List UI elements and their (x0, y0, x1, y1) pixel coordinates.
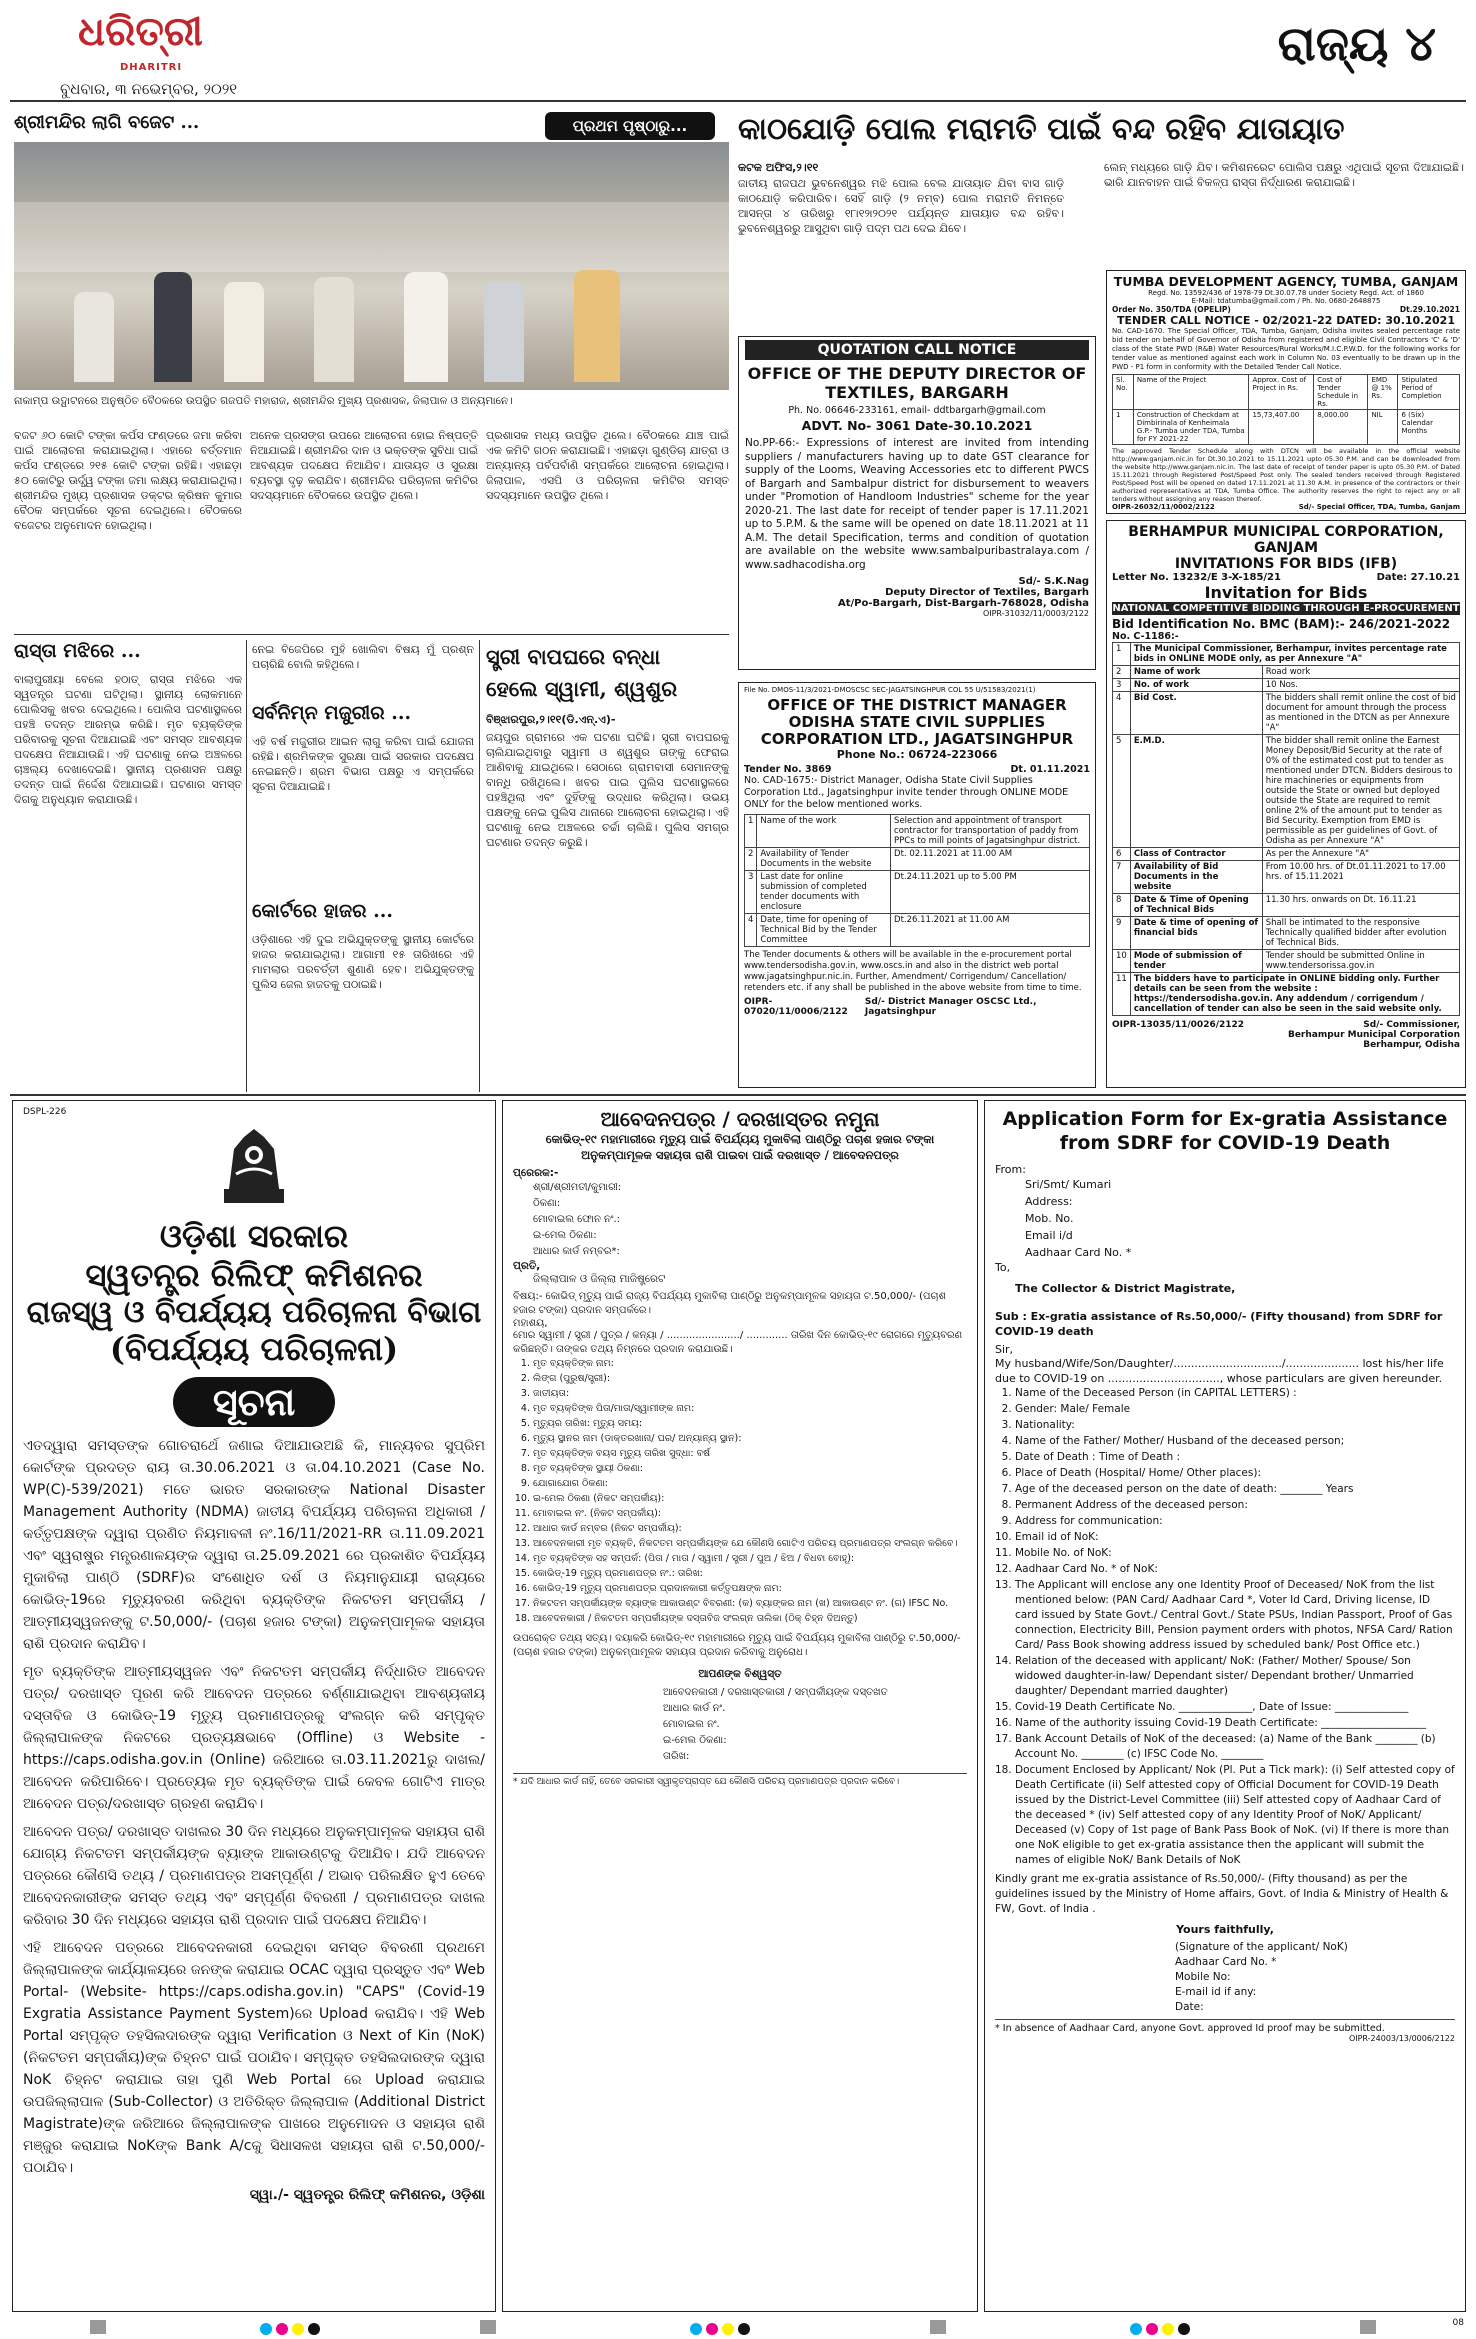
cmyk-dots (690, 2320, 754, 2339)
photo-figure (74, 292, 114, 382)
eng-form-yours: Yours faithfully, (1176, 1923, 1274, 1936)
odisha-emblem-icon (214, 1119, 294, 1209)
table-cell: 3 (745, 871, 757, 914)
table-cell: 2 (1113, 666, 1131, 679)
table-cell: 1 (745, 815, 757, 848)
bridge-column-1: ଜାତୀୟ ରାଜପଥ ଭୁବନେଶ୍ୱର ମଝି ପୋଲ ବେଲ ଯାତାୟାତ ଯିବା ବାସ ଗାଡ଼ି କାଠଯୋଡ଼ି କରିପାରିବ। ସେହିଁ ଗାଡ଼ି (୨ ନମ୍ବ) ପୋଲ ମରାମତି ନିମନ୍ତେ ଆସନ୍ତା ୪ ତାରିଖରୁ ୧୮ା୧୨ା୨୦୨୧ ପର୍ଯ୍ୟନ୍ତ ଯାତାୟାତ ବନ୍ଦ ରହିବ। ଭୁବନେଶ୍ୱରରୁ ଆସୁଥିବା ଗାଡ଼ି ପଦ୍ମ ପଥ ଦେଇ ଯିବେ। (738, 177, 1064, 235)
section-title: ରାଜ୍ୟ ୪ (1277, 16, 1436, 72)
photo-figure (484, 282, 524, 382)
table-cell: Dt.26.11.2021 at 11.00 AM (891, 914, 1090, 947)
odia-form-item[interactable]: 17. ନିକଟତମ ସମ୍ପର୍କୀୟଙ୍କ ବ୍ୟାଙ୍କ ଆକାଉଣ୍ଟ ବିବରଣୀ: (କ) ବ୍ୟାଙ୍କର ନାମ (ଖ) ଆକାଉଣ୍ଟ ନଂ. (ଗ) IFSC No. (533, 1597, 967, 1611)
eng-form-item[interactable]: 1. Name of the Deceased Person (in CAPITAL LETTERS) : (1015, 1386, 1455, 1401)
eng-form-item[interactable]: 4. Name of the Father/ Mother/ Husband of the deceased person; (1015, 1434, 1455, 1449)
magenta-dot (1146, 2323, 1158, 2335)
bmc-ifb: Invitation for Bids (1204, 583, 1368, 602)
table-cell: 4 (1113, 692, 1131, 735)
odia-form-field[interactable]: ଆଧାର କାର୍ଡ ନମ୍ବର*: (533, 1246, 620, 1257)
tumba-notice (1106, 270, 1466, 514)
story1-column-2: ଅନେକ ପ୍ରସଙ୍ଗ ଉପରେ ଆଲୋଚନା ହୋଇ ନିଷ୍ପତ୍ତି ନିଆଯାଇଛି। ଶ୍ରୀମନ୍ଦିର ଦାନ ଓ ଭକ୍ତଙ୍କ ସୁବିଧା ପାଇଁ ଆବଶ୍ୟକ ପଦକ୍ଷେପ ନିଆଯିବ। ଯାତାୟତ ଓ ସୁରକ୍ଷା ବ୍ୟବସ୍ଥା ଦୃଢ଼ କରାଯିବ। ଶ୍ରୀମନ୍ଦିର ପରିଚାଳନା କମିଟିର ସଦସ୍ୟମାନେ ବୈଠକରେ ଉପସ୍ଥିତ ଥିଲେ। (250, 429, 478, 502)
table-cell: The bidders have to participate in ONLINE bidding only. Further details can be seen from the website : https://tendersodisha.gov.in. Any addendum / corrigendum / cancellation of tender can also be seen in the said website only. (1130, 973, 1459, 1016)
oscsc-footer: The Tender documents & others will be available in the e-procurement portal www.tendersodisha.gov.in, www.oscs.in and also in the district web portal www.jagatsinghpur.nic.in. Further, Amendment/ Corrigendum/ Cancellation/ retenders etc. if any shall be published in the above website from time to time. (744, 950, 1082, 993)
odia-form-sign-field[interactable]: ଆବେଦନକାରୀ / ଦରଖାସ୍ତକାରୀ / ସମ୍ପର୍କୀୟଙ୍କ ଦସ୍ତଖତ (663, 1687, 888, 1698)
odia-form-item[interactable]: 4. ମୃତ ବ୍ୟକ୍ତିଙ୍କ ପିତା/ମାତା/ସ୍ୱାମୀଙ୍କ ନାମ: (533, 1402, 967, 1416)
bmc-ref: OIPR-13035/11/0026/2122 (1112, 1020, 1245, 1030)
photo-figure (154, 272, 192, 382)
section-rule (10, 1094, 1466, 1096)
story-wife-headline-1: ସ୍ତ୍ରୀ ବାପଘରେ ବନ୍ଧା (486, 644, 661, 669)
table-row (1113, 410, 1460, 445)
table-row (1113, 666, 1460, 679)
eng-form-item[interactable]: 11. Mobile No. of NoK: (1015, 1546, 1455, 1561)
cmyk-dots (260, 2320, 324, 2339)
bridge-column-2: ଲେନ୍ ମଧ୍ୟରେ ଗାଡ଼ି ଯିବ। କମିଶନରେଟ ପୋଲିସ ପକ୍ଷରୁ ଏଥିପାଇଁ ସୂଚନା ଦିଆଯାଇଛି। ଭାରି ଯାନବାହନ ପାଇଁ ବିକଳ୍ପ ରାସ୍ତା ନିର୍ଦ୍ଧାରଣ କରାଯାଇଛି। (1104, 161, 1464, 189)
table-cell: Bid Cost. (1130, 692, 1262, 735)
govt-code: DSPL-226 (23, 1107, 67, 1117)
eng-form-field[interactable]: Address: (1025, 1195, 1073, 1208)
odia-form-item[interactable]: 1. ମୃତ ବ୍ୟକ୍ତିଙ୍କ ନାମ: (533, 1357, 967, 1371)
table-cell: Date & Time of Opening of Technical Bids (1130, 894, 1262, 917)
table-cell: 6 (1113, 848, 1131, 861)
story-wages-text: ଏହି ବର୍ଷ ମଜୁରୀର ଆଇନ ଲାଗୁ କରିବା ପାଇଁ ଯୋଜନା ରହିଛି। ଶ୍ରମିକଙ୍କ ସୁରକ୍ଷା ପାଇଁ ସରକାର ପଦକ୍ଷେପ ନେଇଛନ୍ତି। ଶ୍ରମ ବିଭାଗ ପକ୍ଷରୁ ଏ ସମ୍ପର୍କରେ ସୂଚନା ଦିଆଯାଇଛି। (252, 735, 474, 793)
eng-form-item[interactable]: 18. Document Enclosed by Applicant/ Nok (Pl. Put a Tick mark): (i) Self attested copy of Death Certificate (ii) Self attested copy of Official Document for COVID-19 Death issued by the District-Level Committee (iii) Self attested copy of Aadhaar Card of the deceased * (iv) Self attested copy of any Identity Proof of NoK/ Applicant/ Deceased (v) Copy of 1st page of Bank Pass Book of NoK. (vi) If there is more than one NoK eligible to get ex-gratia assistance then the applicant will submit the names of eligible NoK/ Bank Details of NoK (1015, 1763, 1455, 1868)
table-row (1113, 973, 1460, 1016)
eng-form-item[interactable]: 10. Email id of NoK: (1015, 1530, 1455, 1545)
tumba-order: Order No. 350/TDA (OPELIP) (1112, 305, 1231, 314)
table-cell: Last date for online submission of completed tender documents with enclosure (757, 871, 891, 914)
table-cell: 5 (1113, 735, 1131, 848)
odia-form-sign-field[interactable]: ତାରିଖ: (663, 1751, 690, 1762)
bmc-date: Date: 27.10.21 (1376, 572, 1460, 583)
story-divider (14, 634, 729, 635)
table-row (1113, 861, 1460, 894)
tumba-title: TUMBA DEVELOPMENT AGENCY, TUMBA, GANJAM (1113, 274, 1459, 289)
table-cell: 11.30 hrs. onwards on Dt. 16.11.21 (1262, 894, 1459, 917)
table-row (1113, 679, 1460, 692)
bmc-ncb: NATIONAL COMPETITIVE BIDDING THROUGH E-PROCUREMENT (1112, 603, 1460, 614)
eng-form-item[interactable]: 16. Name of the authority issuing Covid-19 Death Certificate: ____________________ (1015, 1716, 1455, 1731)
eng-form-field[interactable]: Aadhaar Card No. * (1025, 1246, 1132, 1259)
eng-form-to: To, (995, 1261, 1011, 1274)
eng-form-salutation: Sir, (995, 1343, 1014, 1356)
oscsc-date: Dt. 01.11.2021 (1010, 764, 1090, 775)
english-application-form (984, 1100, 1466, 2312)
table-row (1113, 848, 1460, 861)
cyan-dot (260, 2323, 272, 2335)
odia-form-item[interactable]: 14. ମୃତ ବ୍ୟକ୍ତିଙ୍କ ସହ ସମ୍ପର୍କ: (ପିତା / ମାତା / ସ୍ୱାମୀ / ସ୍ତ୍ରୀ / ପୁଅ / ଝିଅ / ବିଧବା ବୋହୂ): (533, 1552, 967, 1566)
textiles-notice (738, 336, 1096, 670)
photo-figure (574, 270, 620, 382)
odia-form-collector: ଜିଲ୍ଲାପାଳ ଓ ଜିଲ୍ଲା ମାଜିଷ୍ଟ୍ରେଟ (533, 1273, 666, 1285)
table-cell: Road work (1262, 666, 1459, 679)
eng-form-sign-field[interactable]: Mobile No: (1175, 1971, 1231, 1983)
masthead-rule (10, 100, 1466, 102)
table-cell: 11 (1113, 973, 1131, 1016)
table-cell: Availability of Tender Documents in the website (757, 848, 891, 871)
table-cell: Dt. 02.11.2021 at 11.00 AM (891, 848, 1090, 871)
table-header: EMD @ 1% Rs. (1368, 375, 1398, 410)
odia-form-field[interactable]: ଠିକଣା: (533, 1198, 561, 1209)
masthead (0, 0, 1476, 100)
logo-subtitle: DHARITRI (120, 62, 183, 73)
cmyk-dots (1130, 2320, 1194, 2339)
table-row (745, 815, 1090, 848)
govt-line-2: ସ୍ୱତନ୍ତ୍ର ରିଲିଫ୍ କମିଶନର (85, 1256, 423, 1294)
textiles-body: No.PP-66:- Expressions of interest are invited from intending suppliers / manufacturers having up to date GST clearance for supply of the Looms, Weaving Accessories etc to different PWCS of Bargarh and Sambalpur district for disbursement to weavers under "Promotion of Handloom Industries" scheme for the year 2020-21. The last date for receipt of tender paper is 17.11.2021 up to 5.P.M. & the same will be opened on date 18.11.2021 at 11 A.M. The detail Specification, terms and condition of quotation are available on the website www.sambalpuribastralaya.com / www.sadhacodisha.org (745, 437, 1089, 571)
black-dot (738, 2323, 750, 2335)
odia-form-intro: ମୋର ସ୍ୱାମୀ / ସ୍ତ୍ରୀ / ପୁତ୍ର / କନ୍ୟା / ......................./ ............. ତାରିଖ ଦିନ କୋଭିଡ୍-୧୯ ରୋଗରେ ମୃତ୍ୟୁବରଣ କରିଛନ୍ତି। ତାଙ୍କର ତଥ୍ୟ ନିମ୍ନରେ ପ୍ରଦାନ କରାଯାଉଛି। (513, 1330, 963, 1355)
odia-form-from: ପ୍ରେରକ:- (513, 1167, 559, 1179)
story-kicker-srimandir: ଶ୍ରୀମନ୍ଦିର ଲାଗି ବଜେଟ ... (14, 112, 200, 133)
table-cell: NIL (1368, 410, 1398, 445)
table-header: Stipulated Period of Completion (1398, 375, 1460, 410)
textiles-advt: ADVT. No- 3061 Date-30.10.2021 (801, 418, 1033, 433)
eng-form-item[interactable]: 2. Gender: Male/ Female (1015, 1402, 1455, 1417)
story-road-text: ବାଲାପୁରୀୟା ବେଲେ ହଠାତ୍ ରାସ୍ତା ମଝିରେ ଏକ ସ୍ୱତନ୍ତ୍ର ଘଟଣା ଘଟିଥିଲା। ସ୍ଥାନୀୟ ଲୋକମାନେ ପୋଲିସକୁ ଖବର ଦେଇଥିଲେ। ପୋଲିସ ଘଟଣାସ୍ଥଳରେ ପହଞ୍ଚି ତଦନ୍ତ ଆରମ୍ଭ କରିଛି। ମୃତ ବ୍ୟକ୍ତିଙ୍କ ପରିବାରକୁ ସୂଚନା ଦିଆଯାଇଛି ଏବଂ ସମସ୍ତ ଆବଶ୍ୟକ ପଦକ୍ଷେପ ନିଆଯାଉଛି। ଏହି ଘଟଣାକୁ ନେଇ ଅଞ୍ଚଳରେ ଚାଞ୍ଚଲ୍ୟ ଦେଖାଦେଇଛି। ସ୍ଥାନୀୟ ପ୍ରଶାସନ ପକ୍ଷରୁ ତଦନ୍ତ ପାଇଁ ନିର୍ଦ୍ଦେଶ ଦିଆଯାଇଛି। ଘଟଣାର ସମସ୍ତ ଦିଗକୁ ଅନୁଧ୍ୟାନ କରାଯାଉଛି। (14, 673, 242, 806)
odia-form-item[interactable]: 3. ଜାତୀୟତା: (533, 1387, 967, 1401)
table-cell: 8 (1113, 894, 1131, 917)
table-cell: Construction of Checkdam at Dimbirinala of Kenheimala G.P.- Tumba under TDA, Tumba for FY 2021-22 (1133, 410, 1249, 445)
story-wife-dateline: ବିଞ୍ଝାରପୁର,୨।୧୧(ଡି.ଏନ୍.ଏ)- (486, 713, 616, 726)
odia-form-yours: ଆପଣଙ୍କ ବିଶ୍ୱସ୍ତ (698, 1668, 782, 1680)
eng-form-item[interactable]: 12. Aadhaar Card No. * of NoK: (1015, 1562, 1455, 1577)
story-kicker-wages: ସର୍ବନିମ୍ନ ମଜୁରୀର ... (252, 702, 412, 724)
table-cell: 2 (745, 848, 757, 871)
odia-form-item[interactable]: 11. ମୋବାଇଲ ନଂ. (ନିକଟ ସମ୍ପର୍କୀୟ): (533, 1507, 967, 1521)
odia-form-item[interactable]: 7. ମୃତ ବ୍ୟକ୍ତିଙ୍କ ବୟସ ମୃତ୍ୟୁ ତାରିଖ ସୁଦ୍ଧା: ବର୍ଷ (533, 1447, 967, 1461)
govt-line-3: ରାଜସ୍ୱ ଓ ବିପର୍ଯ୍ୟୟ ପରିଚାଳନା ବିଭାଗ (26, 1295, 482, 1330)
oscsc-file: File No. DMOS-11/3/2021-DMOSCSC SEC-JAGATSINGHPUR COL 55 U/51583/2021(1) (744, 686, 1036, 694)
dharitri-logo[interactable]: ଧରିତ୍ରୀ (78, 8, 203, 55)
photo-screen-band (14, 202, 729, 272)
tumba-sign: Sd/- Special Officer, TDA, Tumba, Ganjam (1298, 503, 1460, 511)
table-cell: Mode of submission of tender (1130, 950, 1262, 973)
eng-form-collector: The Collector & District Magistrate, (1015, 1282, 1236, 1295)
bmc-sign-3: Berhampur, Odisha (1363, 1040, 1460, 1050)
grey-swatch (480, 2320, 496, 2334)
textiles-sign-2: Deputy Director of Textiles, Bargarh (885, 587, 1089, 598)
odia-form-item[interactable]: 6. ମୃତ୍ୟୁ ସ୍ଥାନର ନାମ (ଡାକ୍ତରଖାନା/ ଘର/ ଅନ୍ୟାନ୍ୟ ସ୍ଥାନ): (533, 1432, 967, 1446)
story-court-text: ଓଡ଼ିଶାରେ ଏହି ଦୁଇ ଅଭିଯୁକ୍ତଙ୍କୁ ସ୍ଥାନୀୟ କୋର୍ଟରେ ହାଜର କରାଯାଇଥିଲା। ଆଗାମୀ ୧୫ ତାରିଖରେ ଏହି ମାମଲାର ପରବର୍ତ୍ତୀ ଶୁଣାଣି ହେବ। ଅଭିଯୁକ୍ତଙ୍କୁ ପୁଲିସ ଜେଲ ହାଜତକୁ ପଠାଇଛି। (252, 933, 474, 991)
table-row (1113, 894, 1460, 917)
odia-form-item[interactable]: 15. କୋଭିଡ୍-19 ମୃତ୍ୟୁ ପ୍ରମାଣପତ୍ର ନଂ.: ତାରିଖ: (533, 1567, 967, 1581)
table-row (1113, 375, 1460, 410)
tumba-table (1112, 374, 1460, 445)
table-header: Sl. No. (1113, 375, 1134, 410)
odia-form-item[interactable]: 2. ଲିଙ୍ଗ (ପୁରୁଷ/ସ୍ତ୍ରୀ): (533, 1372, 967, 1386)
govt-sign: ସ୍ୱା./- ସ୍ୱତନ୍ତ୍ର ରିଲିଫ୍ କମିଶନର, ଓଡ଼ିଶା (249, 2187, 485, 2203)
table-cell: No. of work (1130, 679, 1262, 692)
odia-form-field[interactable]: ଶ୍ରୀ/ଶ୍ରୀମତୀ/କୁମାରୀ: (533, 1182, 622, 1193)
story-wife-text: ଜୟପୁର ଗ୍ରାମରେ ଏକ ଘଟଣା ଘଟିଛି। ସ୍ତ୍ରୀ ବାପଘରକୁ ଚାଲିଯାଇଥିବାରୁ ସ୍ୱାମୀ ଓ ଶ୍ୱଶୁର ତାଙ୍କୁ ଫେରାଇ ଆଣିବାକୁ ଯାଇଥିଲେ। ସେଠାରେ ଗ୍ରାମବାସୀ ସେମାନଙ୍କୁ ବାନ୍ଧି ରଖିଥିଲେ। ଖବର ପାଇ ପୁଲିସ ଘଟଣାସ୍ଥଳରେ ପହଞ୍ଚିଥିଲା ଏବଂ ଦୁହିଁଙ୍କୁ ଉଦ୍ଧାର କରିଥିଲା। ଉଭୟ ପକ୍ଷଙ୍କୁ ନେଇ ପୁଲିସ ଥାନାରେ ଆଲୋଚନା ହୋଇଥିଲା। ଏହି ଘଟଣାକୁ ନେଇ ଅଞ୍ଚଳରେ ଚର୍ଚ୍ଚା ଚାଲିଛି। ପୁଲିସ ସମଗ୍ର ଘଟଣାର ତଦନ୍ତ କରୁଛି। (486, 731, 729, 849)
table-row (1113, 643, 1460, 666)
bmc-sign-1: Sd/- Commissioner, (1363, 1020, 1460, 1030)
magenta-dot (706, 2323, 718, 2335)
yellow-dot (1162, 2323, 1174, 2335)
grey-swatch (930, 2320, 946, 2334)
page-number: 08 (1452, 2318, 1464, 2328)
eng-form-item[interactable]: 15. Covid-19 Death Certificate No. ______________, Date of Issue: ______________ (1015, 1700, 1455, 1715)
oscsc-title: OFFICE OF THE DISTRICT MANAGER ODISHA STATE CIVIL SUPPLIES CORPORATION LTD., JAGATSINGHPUR (760, 696, 1074, 748)
odia-form-item[interactable]: 8. ମୃତ ବ୍ୟକ୍ତିଙ୍କ ସ୍ଥାୟୀ ଠିକଣା: (533, 1462, 967, 1476)
tumba-footer: The approved Tender Schedule along with DTCN will be available in the official website http://www.ganjam.nic.in for Dt.30.10.2021 to 15.11.2021 upto 05.30 P.M. and can be downloaded from the website http://www.ganjam.nic.in. The last date of receipt of tender paper is upto 05.30 P.M. of Dated 15.11.2021 through Registered Post/Speed Post only. The sealed tenders received through Registered Post/Speed Post will be opened on dated 17.11.2021 at 11.30 A.M. in presence of the contractors or their authorized representatives at TDA, Tumba Office. The authority reserves the right to reject any or all tenders without assigning any reason thereof. (1112, 447, 1460, 503)
eng-form-closing: Kindly grant me ex-gratia assistance of Rs.50,000/- (Fifty thousand) as per the guidelines issued by the Ministry of Home affairs, Govt. of India & Ministry of Health & FW, Govt. of India . (995, 1873, 1449, 1915)
column-rule (246, 640, 247, 1092)
story-approval-intro: ନେଇ ବିଜେପିରେ ମୁହଁ ଖୋଲିବା ବିଷୟ ମୁଁ ପ୍ରଶ୍ନ ପଚାରିଛି ବୋଲି କହିଥିଲେ। (252, 643, 474, 671)
oscsc-ref: OIPR-07020/11/0006/2122 (744, 997, 848, 1017)
black-dot (308, 2323, 320, 2335)
odia-form-sign-field[interactable]: ଇ-ମେଲ ଠିକଣା: (663, 1735, 727, 1746)
tumba-ref: OIPR-26032/11/0002/2122 (1112, 503, 1215, 511)
eng-form-item[interactable]: 7. Age of the deceased person on the date of death: ________ Years (1015, 1482, 1455, 1497)
govt-para-4: ଏହି ଆବେଦନ ପତ୍ରରେ ଆବେଦନକାରୀ ଦେଇଥିବା ସମସ୍ତ ବିବରଣୀ ପ୍ରଥମେ ଜିଲ୍ଲାପାଳଙ୍କ କାର୍ଯ୍ୟାଳୟରେ ଜନଙ୍କ କରାଯାଇ OCAC ଦ୍ୱାରା ପ୍ରସ୍ତୁତ ଏବଂ Web Portal- (Website- https://caps.odisha.gov.in) "CAPS" (Covid-19 Exgratia Assistance Payment System)ରେ Upload କରାଯିବ। ଏହି Web Portal ସମ୍ପୃକ୍ତ ତହସିଲଦାରଙ୍କ ଦ୍ୱାରା Verification ଓ Next of Kin (NoK) (ନିକଟତମ ସମ୍ପର୍କୀୟ)ଙ୍କ ଚିହ୍ନଟ ପାଇଁ ପଠାଯିବ। ସମ୍ପୃକ୍ତ ତହସିଲଦାରଙ୍କ ଦ୍ୱାରା NoK ଚିହ୍ନଟ କରାଯାଇ ତାହା ପୁଣି Web Portal ରେ Upload କରାଯାଇ ଉପଜିଲ୍ଲାପାଳ (Sub-Collector) ଓ ଅତିରିକ୍ତ ଜିଲ୍ଲାପାଳ (Additional District Magistrate)ଙ୍କ ଜରିଆରେ ଜିଲ୍ଲାପାଳଙ୍କ ପାଖରେ ଅନୁମୋଦନ ଓ ସହାୟତା ରାଶି ମଞ୍ଜୁର କରାଯାଇ NoKଙ୍କ Bank A/cକୁ ସିଧାସଳଖ ସହାୟତା ରାଶି ଟ.50,000/- ପଠାଯିବ। (23, 1940, 485, 2176)
photo-caption: ନାକାମ୍ପ ଉଦ୍ଘାଟନରେ ଅନୁଷ୍ଠିତ ବୈଠକରେ ଉପସ୍ଥିତ ଗଜପତି ମହାରାଜ, ଶ୍ରୀମନ୍ଦିର ମୁଖ୍ୟ ପ୍ରଶାସକ, ଜିଲାପାଳ ଓ ଅନ୍ୟମାନେ। (14, 395, 513, 407)
eng-form-item[interactable]: 9. Address for communication: (1015, 1514, 1455, 1529)
black-dot (1178, 2323, 1190, 2335)
tumba-order-date: Dt.29.10.2021 (1399, 305, 1460, 314)
oscsc-body: No. CAD-1675:- District Manager, Odisha State Civil Supplies Corporation Ltd., Jagatsinghpur invite tender through ONLINE MODE ONLY for the below mentioned works. (744, 775, 1069, 810)
eng-form-ref: OIPR-24003/13/0006/2122 (1348, 2034, 1455, 2043)
table-header: Name of the Project (1133, 375, 1249, 410)
table-cell: Dt.24.11.2021 up to 5.00 PM (891, 871, 1090, 914)
odia-form-sign-field[interactable]: ମୋବାଇଲ ନଂ. (663, 1719, 720, 1730)
oscsc-phone: Phone No.: 06724-223066 (836, 748, 998, 761)
table-header: Approx. Cost of Project in Rs. (1249, 375, 1314, 410)
meeting-photo (14, 142, 729, 390)
govt-line-1: ଓଡ଼ିଶା ସରକାର (159, 1217, 349, 1255)
tumba-email: E-Mail: tdatumba@gmail.com / Ph. No. 0680-2648875 (1191, 297, 1381, 305)
bmc-subtitle: INVITATIONS FOR BIDS (IFB) (1174, 556, 1398, 572)
table-cell: 10 (1113, 950, 1131, 973)
textiles-title: OFFICE OF THE DEPUTY DIRECTOR OF TEXTILES, BARGARH (747, 364, 1087, 402)
eng-form-sign-field[interactable]: Aadhaar Card No. * (1175, 1956, 1277, 1968)
quotation-banner: QUOTATION CALL NOTICE (745, 340, 1089, 360)
govt-notice-badge: ସୂଚନା (173, 1377, 335, 1427)
bmc-notice (1106, 520, 1466, 1088)
eng-form-item[interactable]: 6. Place of Death (Hospital/ Home/ Other places): (1015, 1466, 1455, 1481)
oscsc-tender-no: Tender No. 3869 (744, 764, 832, 775)
eng-form-sign-field[interactable]: Date: (1175, 2001, 1204, 2013)
odia-form-item[interactable]: 18. ଆବେଦନକାରୀ / ନିକଟତମ ସମ୍ପର୍କୀୟଙ୍କ ଦସ୍ତାବିଜ ସଂଲଗ୍ନ ତାଲିକା (ଠିକ୍ ଚିହ୍ନ ଦିଅନ୍ତୁ) (533, 1612, 967, 1626)
table-cell: 9 (1113, 917, 1131, 950)
story-kicker-court: କୋର୍ଟରେ ହାଜର ... (252, 900, 393, 922)
table-cell: From 10.00 hrs. of Dt.01.11.2021 to 17.00 hrs. of 15.11.2021 (1262, 861, 1459, 894)
table-row (1113, 950, 1460, 973)
yellow-dot (722, 2323, 734, 2335)
odia-form-item[interactable]: 16. କୋଭିଡ୍-19 ମୃତ୍ୟୁ ପ୍ରମାଣପତ୍ର ପ୍ରଦାନକାରୀ କର୍ତ୍ତୃପକ୍ଷଙ୍କ ନାମ: (533, 1582, 967, 1596)
table-cell: Name of work (1130, 666, 1262, 679)
table-cell: The bidders shall remit online the cost of bid document for amount through the process as mentioned in the DTCN as per Annexure "A" (1262, 692, 1459, 735)
eng-form-title: Application Form for Ex-gratia Assistance from SDRF for COVID-19 Death (1002, 1108, 1448, 1154)
eng-form-sign-field[interactable]: E-mail id if any: (1175, 1986, 1257, 1998)
print-registration-marks (0, 2318, 1476, 2338)
table-header: Cost of Tender Schedule in Rs. (1314, 375, 1368, 410)
table-cell: Selection and appointment of transport contractor for transportation of paddy from PPCs to mill points of Jagatsinghpur district. (891, 815, 1090, 848)
yellow-dot (292, 2323, 304, 2335)
table-cell: Availability of Bid Documents in the website (1130, 861, 1262, 894)
govt-para-2: ମୃତ ବ୍ୟକ୍ତିଙ୍କ ଆତ୍ମୀୟସ୍ୱଜନ ଏବଂ ନିକଟତମ ସମ୍ପର୍କୀୟ ନିର୍ଦ୍ଧାରିତ ଆବେଦନ ପତ୍ର/ ଦରଖାସ୍ତ ପୂରଣ କରି ଆବେଦନ ପତ୍ରରେ ବର୍ଣ୍ଣାଯାଇଥିବା ଆବଶ୍ୟକୀୟ ଦସ୍ତାବିଜ ଓ କୋଭିଡ୍-19 ମୃତ୍ୟୁ ପ୍ରମାଣପତ୍ରକୁ ସଂଲଗ୍ନ କରି ସମ୍ପୃକ୍ତ ଜିଲ୍ଲାପାଳଙ୍କ ନିକଟରେ ପ୍ରତ୍ୟକ୍ଷଭାବେ (Offline) ଓ Website - https://caps.odisha.gov.in (Online) ଜରିଆରେ ତା.03.11.2021ରୁ ଦାଖଲ/ଆବେଦନ କରିପାରିବେ। ପ୍ରତ୍ୟେକ ମୃତ ବ୍ୟକ୍ତିଙ୍କ ପାଇଁ କେବଳ ଗୋଟିଏ ମାତ୍ର ଆବେଦନ ପତ୍ର/ଦରଖାସ୍ତ ଗ୍ରହଣ କରାଯିବ। (23, 1664, 485, 1812)
cyan-dot (690, 2323, 702, 2335)
govt-notice (12, 1100, 496, 2312)
table-row (745, 871, 1090, 914)
table-row (745, 914, 1090, 947)
odia-form-closing: ଉପରୋକ୍ତ ତଥ୍ୟ ସତ୍ୟ। ଦୟାକରି କୋଭିଡ୍-୧୯ ମହାମାରୀରେ ମୃତ୍ୟୁ ପାଇଁ ବିପର୍ଯ୍ୟୟ ମୁକାବିଲା ପାଣ୍ଠିରୁ ଟ.50,000/- (ପଚାଶ ହଜାର ଟଙ୍କା) ଅନୁକମ୍ପାମୂଳକ ସହାୟତା ପ୍ରଦାନ କରିବାକୁ ଅନୁରୋଧ। (513, 1633, 961, 1658)
odia-form-item[interactable]: 10. ଇ-ମେଲ ଠିକଣା (ନିକଟ ସମ୍ପର୍କୀୟ): (533, 1492, 967, 1506)
photo-figure (404, 272, 448, 382)
issue-date: ବୁଧବାର, ୩ ନଭେମ୍ବର, ୨୦୨୧ (60, 80, 238, 98)
odia-form-item[interactable]: 12. ଆଧାର କାର୍ଡ ନମ୍ବର (ନିକଟ ସମ୍ପର୍କୀୟ): (533, 1522, 967, 1536)
bridge-dateline: କଟକ ଅଫିସ,୨।୧୧ (738, 161, 819, 174)
grey-swatch (1360, 2320, 1376, 2334)
photo-figure (224, 282, 264, 382)
column-rule (479, 640, 480, 1092)
odia-form-subject: ବିଷୟ:- କୋଭିଡ୍ ମୃତ୍ୟୁ ପାଇଁ ରାଜ୍ୟ ବିପର୍ଯ୍ୟୟ ମୁକାବିଲା ପାଣ୍ଠିରୁ ଅନୁକମ୍ପାମୂଳକ ସହାୟତା ଟ.50,000/- (ପଚାଶ ହଜାର ଟଙ୍କା) ପ୍ରଦାନ ସମ୍ପର୍କରେ। (513, 1291, 946, 1316)
eng-form-item[interactable]: 13. The Applicant will enclose any one Identity Proof of Deceased/ NoK from the list mentioned below: (PAN Card/ Aadhaar Card *, Voter Id Card, Driving license, ID card issued by State Govt./ Central Govt./ State PSUs, Indian Passport, Proof of Gas connection, Electricity Bill, Pension payment orders with photos, NFSA Card/ Ration Card/ Pass Book showing address issued by scheduled bank/ Post Office etc.) (1015, 1578, 1455, 1653)
story1-column-1: ବଜଟ ୬୦ କୋଟି ଟଙ୍କା କର୍ପସ ଫଣ୍ଡରେ ଜମା କରିବା ପାଇଁ ଆଲୋଚନା କରାଯାଇଥିଲା। ଏହାରେ ବର୍ତ୍ତମାନ କର୍ପସ ଫଣ୍ଡରେ ୨୧୫ କୋଟି ଟଙ୍କା ରହିଛି। ଏହାଛଡ଼ା ୫୦ କୋଟିରୁ ଊର୍ଦ୍ଧ୍ୱ ଟଙ୍କା ଜମା ଲକ୍ଷ୍ୟ କରାଯାଇଥିଲା। ଶ୍ରୀମନ୍ଦିର ମୁଖ୍ୟ ପ୍ରଶାସକ ଡକ୍ଟର କ୍ରିଷନ କୁମାର ବୈଠକ ସମ୍ପର୍କରେ ସୂଚନା ଦେଇଥିଲେ। ବୈଠକରେ ବଜେଟର ଅନୁମୋଦନ ହୋଇଥିଲା। (14, 429, 242, 532)
odia-form-item[interactable]: 13. ଆବେଦନକାରୀ ମୃତ ବ୍ୟକ୍ତି, ନିକଟତମ ସମ୍ପର୍କୀୟଙ୍କ ଯେ କୌଣସି ଗୋଟିଏ ପରିଚୟ ପ୍ରମାଣପତ୍ର ସଂଲଗ୍ନ କରିବେ। (533, 1537, 967, 1551)
bridge-headline: କାଠଯୋଡ଼ି ପୋଲ ମରାମତି ପାଇଁ ବନ୍ଦ ରହିବ ଯାତାୟାତ (738, 112, 1345, 147)
table-row (1113, 692, 1460, 735)
govt-line-4: (ବିପର୍ଯ୍ୟୟ ପରିଚାଳନା) (109, 1330, 399, 1368)
eng-form-from: From: (995, 1163, 1026, 1176)
tumba-body: No. CAD-1670. The Special Officer, TDA, Tumba, Ganjam, Odisha invites sealed percentage rate bid tender on behalf of Governor of Odisha from registered and eligible Civil Contractors 'C' & 'D' class of the State PWD (R&B) Water Resources/Rural Works/M.I.C.P.W.D. for the following works for tender value as mentioned against each work in Column No. 03 eventually to be drawn up in the PWD - P1 form in conformity with the Detailed Tender Call Notice. (1112, 327, 1460, 371)
odia-application-form (502, 1100, 978, 2312)
table-cell: Name of the work (757, 815, 891, 848)
table-cell: 1 (1113, 410, 1134, 445)
eng-form-item[interactable]: 3. Nationality: (1015, 1418, 1455, 1433)
table-cell: Tender should be submitted Online in www.tendersorissa.gov.in (1262, 950, 1459, 973)
story-kicker-road: ରାସ୍ତା ମଝିରେ ... (14, 640, 141, 662)
bmc-cno: No. C-1186:- (1112, 631, 1179, 642)
table-cell: As per the Annexure "A" (1262, 848, 1459, 861)
odia-form-sign-field[interactable]: ଆଧାର କାର୍ଡ ନଂ. (663, 1703, 726, 1714)
bmc-title: BERHAMPUR MUNICIPAL CORPORATION, GANJAM (1128, 524, 1444, 556)
table-cell: E.M.D. (1130, 735, 1262, 848)
eng-form-item[interactable]: 17. Bank Account Details of NoK of the deceased: (a) Name of the Bank ________ (b) Account No. ________ (c) IFSC Code No. ________ (1015, 1732, 1455, 1762)
odia-form-field[interactable]: ଇ-ମେଲ ଠିକଣା: (533, 1230, 597, 1241)
odia-form-item[interactable]: 9. ଯୋଗାଯୋଗ ଠିକଣା: (533, 1477, 967, 1491)
eng-form-subject: Sub : Ex-gratia assistance of Rs.50,000/- (Fifty thousand) from SDRF for COVID-19 death (995, 1310, 1443, 1338)
eng-form-item[interactable]: 5. Date of Death : Time of Death : (1015, 1450, 1455, 1465)
bmc-sign-2: Berhampur Municipal Corporation (1287, 1030, 1460, 1040)
eng-form-field[interactable]: Sri/Smt/ Kumari (1025, 1178, 1112, 1191)
oscsc-notice (738, 682, 1096, 1088)
table-cell: 15,73,407.00 (1249, 410, 1314, 445)
tumba-regd: Regd. No. 13592/436 of 1978-79 Dt.30.07.78 under Society Regd. Act. of 1860 (1148, 289, 1424, 297)
bmc-bid-id: Bid Identification No. BMC (BAM):- 246/2021-2022 (1112, 617, 1451, 631)
table-cell: 10 Nos. (1262, 679, 1459, 692)
eng-form-intro: My husband/Wife/Son/Daughter/.............................../..................... lost his/her life due to COVID-19 on ................................, whose particulars are given hereunder. (995, 1357, 1444, 1385)
textiles-contact: Ph. No. 06646-233161, email- ddtbargarh@gmail.com (788, 405, 1046, 416)
oscsc-table (744, 814, 1090, 947)
table-cell: 8,000.00 (1314, 410, 1368, 445)
table-cell: Date & time of opening of financial bids (1130, 917, 1262, 950)
cyan-dot (1130, 2323, 1142, 2335)
table-cell: The Municipal Commissioner, Berhampur, invites percentage rate bids in ONLINE MODE only, as per Annexure "A" (1130, 643, 1459, 666)
table-cell: 7 (1113, 861, 1131, 894)
table-cell: Class of Contractor (1130, 848, 1262, 861)
grey-swatch (90, 2320, 106, 2334)
eng-form-sign-field[interactable]: (Signature of the applicant/ NoK) (1175, 1941, 1348, 1953)
table-cell: Shall be intimated to the responsive Technically qualified bidder after evolution of Technical Bids. (1262, 917, 1459, 950)
textiles-sign-3: At/Po-Bargarh, Dist-Bargarh-768028, Odisha (837, 598, 1089, 609)
tumba-notice-line: TENDER CALL NOTICE - 02/2021-22 DATED: 30.10.2021 (1117, 314, 1455, 327)
table-cell: Date, time for opening of Technical Bid by the Tender Committee (757, 914, 891, 947)
govt-para-3: ଆବେଦନ ପତ୍ର/ ଦରଖାସ୍ତ ଦାଖଲର 30 ଦିନ ମଧ୍ୟରେ ଅନୁକମ୍ପାମୂଳକ ସହାୟତା ରାଶି ଯୋଗ୍ୟ ନିକଟତମ ସମ୍ପର୍କୀୟଙ୍କ ବ୍ୟାଙ୍କ ଆକାଉଣ୍ଟକୁ ଦିଆଯିବ। ଯଦି ଆବେଦନ ପତ୍ରରେ କୌଣସି ତଥ୍ୟ / ପ୍ରମାଣପତ୍ର ଅସମ୍ପୂର୍ଣ୍ଣ / ଅଭାବ ପରିଲକ୍ଷିତ ହୁଏ ତେବେ ଆବେଦନକାରୀଙ୍କ ସମସ୍ତ ତଥ୍ୟ ଏବଂ ସମ୍ପୂର୍ଣ୍ଣ ବିବରଣୀ / ପ୍ରମାଣପତ୍ର ଦାଖଲ କରିବାର 30 ଦିନ ମଧ୍ୟରେ ସହାୟତା ରାଶି ପ୍ରଦାନ ପାଇଁ ପଦକ୍ଷେପ ନିଆଯିବ। (23, 1824, 485, 1928)
eng-form-item[interactable]: 14. Relation of the deceased with applicant/ NoK: (Father/ Mother/ Spouse/ Son widowed daughter-in-law/ Dependant sister/ Dependant brother/ Unmarried daughter/ Dependant married daughter) (1015, 1654, 1455, 1699)
odia-form-item[interactable]: 5. ମୃତ୍ୟୁର ତାରିଖ: ମୃତ୍ୟୁ ସମୟ: (533, 1417, 967, 1431)
table-cell: 1 (1113, 643, 1131, 666)
eng-form-item[interactable]: 8. Permanent Address of the deceased person: (1015, 1498, 1455, 1513)
story1-column-3: ପ୍ରଶାସକ ମଧ୍ୟ ଉପସ୍ଥିତ ଥିଲେ। ବୈଠକରେ ଯାଞ୍ଚ ପାଇଁ ଏକ କମିଟି ଗଠନ କରାଯାଇଛି। ଏହାଛଡ଼ା ଗୁଣ୍ଡିଚା ଯାତ୍ରା ଓ ଅନ୍ୟାନ୍ୟ ପର୍ବପର୍ବାଣି ସମ୍ପର୍କରେ ଆଲୋଚନା ହୋଇଥିଲା। ଜିଲାପାଳ, ଏସପି ଓ ପରିଚାଳନା କମିଟିର ସମସ୍ତ ସଦସ୍ୟମାନେ ଉପସ୍ଥିତ ଥିଲେ। (486, 429, 729, 502)
story-wife-headline-2: ହେଲେ ସ୍ୱାମୀ, ଶ୍ୱଶୁର (486, 676, 678, 701)
eng-form-field[interactable]: Mob. No. (1025, 1212, 1074, 1225)
table-row (1113, 735, 1460, 848)
odia-form-note: * ଯଦି ଆଧାର କାର୍ଡ ନାହିଁ, ତେବେ ସରକାରୀ ସ୍ୱୀକୃତପ୍ରାପ୍ତ ଯେ କୌଣସି ପରିଚୟ ପ୍ରମାଣପତ୍ର ପ୍ରଦାନ କରିବେ। (513, 1773, 967, 1787)
first-page-tag: ପ୍ରଥମ ପୃଷ୍ଠାରୁ... (545, 112, 715, 140)
table-cell: 4 (745, 914, 757, 947)
oscsc-sign: Sd/- District Manager OSCSC Ltd., Jagatsinghpur (864, 997, 1037, 1017)
textiles-ref: OIPR-31032/11/0003/2122 (982, 609, 1089, 618)
eng-form-field[interactable]: Email i/d (1025, 1229, 1073, 1242)
photo-figure (314, 277, 354, 382)
table-cell: 6 (Six) Calendar Months (1398, 410, 1460, 445)
textiles-sign-1: Sd/- S.K.Nag (1018, 576, 1089, 587)
table-cell: 3 (1113, 679, 1131, 692)
odia-form-title: ଆବେଦନପତ୍ର / ଦରଖାସ୍ତର ନମୁନା (600, 1107, 880, 1131)
odia-form-field[interactable]: ମୋବାଇଲ ଫୋନ ନଂ.: (533, 1214, 621, 1225)
table-row (745, 848, 1090, 871)
bmc-letter: Letter No. 13232/E 3-X-185/21 (1112, 572, 1281, 583)
govt-para-1: ଏତଦ୍ୱାରା ସମସ୍ତଙ୍କ ଗୋଚରାର୍ଥେ ଜଣାଇ ଦିଆଯାଉଅଛି କି, ମାନ୍ୟବର ସୁପ୍ରିମ କୋର୍ଟଙ୍କ ପ୍ରଦତ୍ତ ରାୟ ତା.30.06.2021 ଓ ତା.04.10.2021 (Case No. WP(C)-539/2021) ମତେ ଭାରତ ସରକାରଙ୍କ National Disaster Management Authority (NDMA) ଜାତୀୟ ବିପର୍ଯ୍ୟୟ ପରିଚାଳନା ଅଧିକାରୀ / କର୍ତ୍ତୃପକ୍ଷଙ୍କ ଦ୍ୱାରା ପ୍ରଣିତ ନିୟମାବଳୀ ନଂ.16/11/2021-RR ତା.11.09.2021 ଏବଂ ସ୍ୱରାଷ୍ଟ୍ର ମନ୍ତ୍ରଣାଳୟଙ୍କ ଦ୍ୱାରା ତା.25.09.2021 ରେ ପ୍ରକାଶିତ ବିପର୍ଯ୍ୟୟ ମୁକାବିଲା ପାଣ୍ଠି (SDRF)ର ସଂଶୋଧିତ ଦର୍ଶ ଓ ନିୟମାନୁଯାୟୀ ରାଜ୍ୟରେ କୋଭିଡ୍-19ରେ ମୃତ୍ୟୁବରଣ କରିଥିବା ବ୍ୟକ୍ତିଙ୍କ ନିକଟତମ ସମ୍ପର୍କୀୟ / ଆତ୍ମୀୟସ୍ୱଜନଙ୍କୁ ଟ.50,000/- (ପଚାଶ ହଜାର ଟଙ୍କା) ଅନୁକମ୍ପାମୂଳକ ସହାୟତା ରାଶି ପ୍ରଦାନ କରାଯିବ। (23, 1438, 485, 1652)
table-cell: The bidder shall remit online the Earnest Money Deposit/Bid Security at the rate of 0% of the estimated cost put to tender as mentioned under DTCN. Bidders desirous to hire machineries or equipments from outside the State or owned but deployed outside the State are required to remit online 2% of the amount put to tender as Bid Security. Exemption from EMD is permissible as per guidelines of Govt. of Odisha as per Annexure "A" (1262, 735, 1459, 848)
bmc-table (1112, 642, 1460, 1016)
odia-form-to: ପ୍ରତି, (513, 1260, 541, 1272)
magenta-dot (276, 2323, 288, 2335)
eng-form-note: * In absence of Aadhaar Card, anyone Govt. approved Id proof may be submitted. (995, 2019, 1455, 2034)
odia-form-subtitle: କୋଭିଡ୍-୧୯ ମହାମାରୀରେ ମୃତ୍ୟୁ ପାଇଁ ବିପର୍ଯ୍ୟୟ ମୁକାବିଲା ପାଣ୍ଠିରୁ ପଚାଶ ହଜାର ଟଙ୍କା ଅନୁକମ୍ପାମୂଳକ ସହାୟତା ରାଶି ପାଇବା ପାଇଁ ଦରଖାସ୍ତ / ଆବେଦନପତ୍ର (545, 1132, 935, 1162)
table-row (1113, 917, 1460, 950)
odia-form-salutation: ମହାଶୟ, (513, 1318, 548, 1329)
